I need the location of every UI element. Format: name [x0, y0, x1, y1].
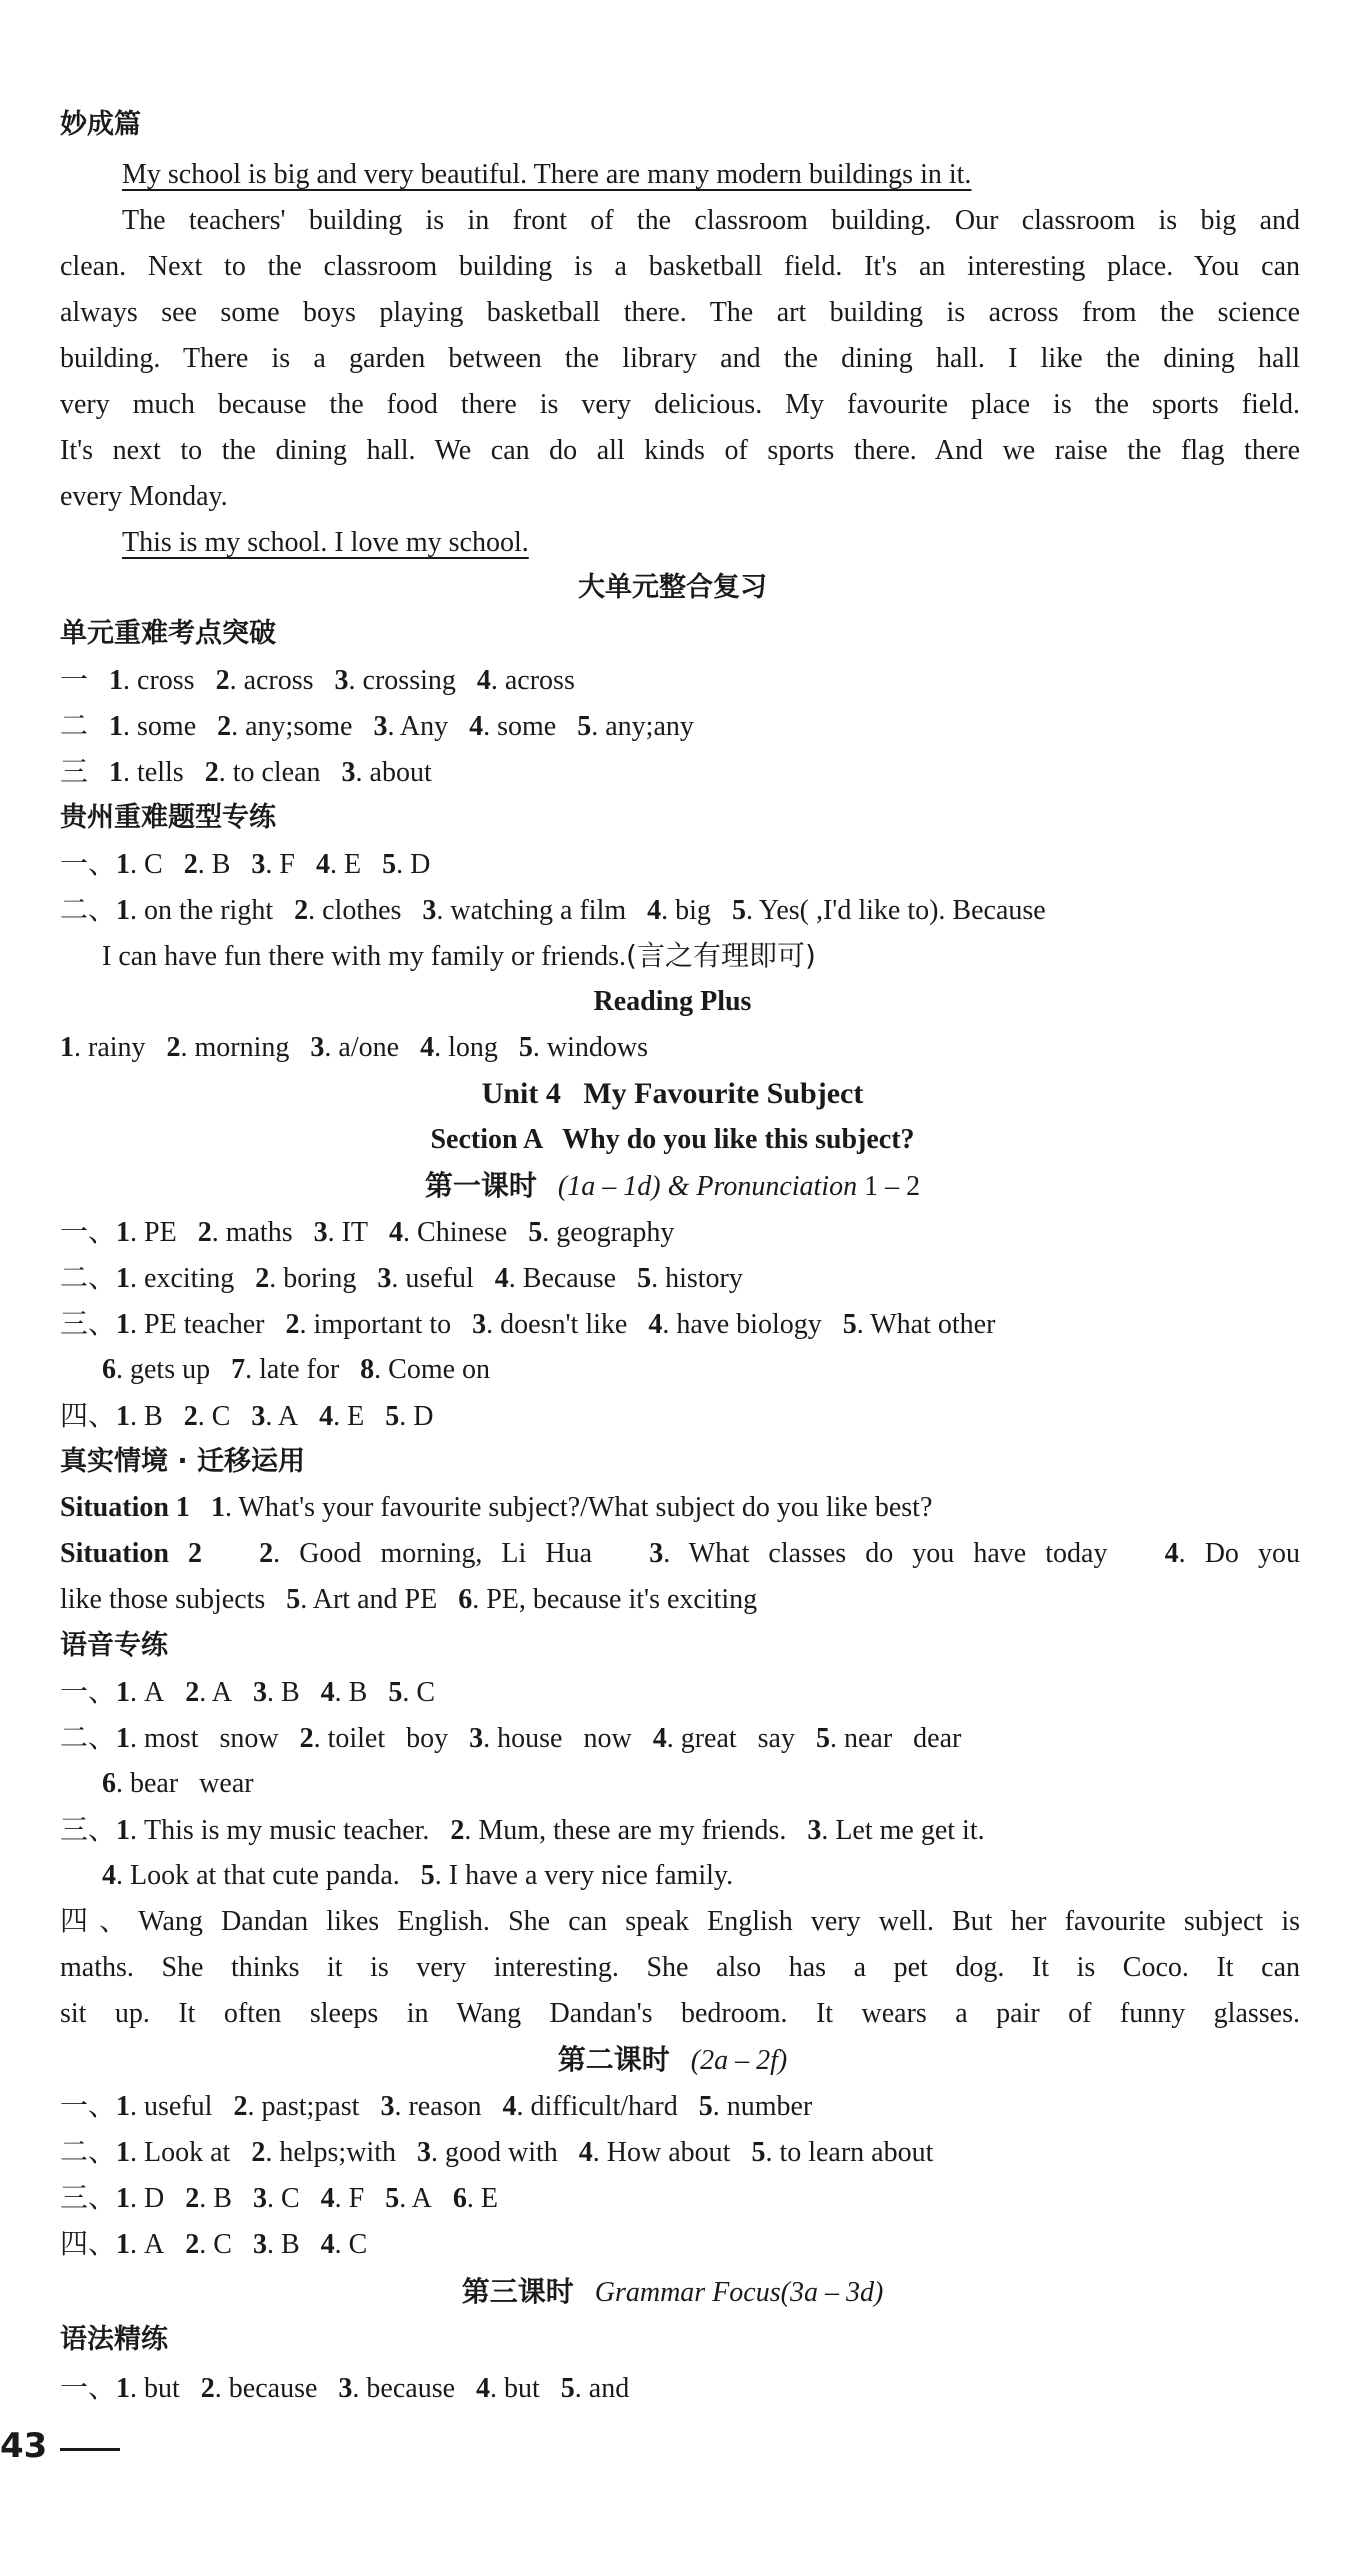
lesson1-row-2: 二、1. exciting 2. boring 3. useful 4. Because 5. history — [60, 1261, 743, 1294]
writing-title: 妙成篇 — [60, 109, 141, 140]
review-row-2: 二 1. some 2. any;some 3. Any 4. some 5. any;any — [60, 709, 694, 742]
phonetics-row-1: 一、1. A 2. A 3. B 4. B 5. C — [60, 1675, 435, 1708]
lesson2-row-1: 一、1. useful 2. past;past 3. reason 4. difficult/hard 5. number — [60, 2089, 813, 2122]
grammar-title: 语法精练 — [60, 2324, 168, 2355]
writing-p2-line-1: clean. Next to the classroom building is a basketball field. It's an interesting place. You can — [60, 251, 1300, 282]
grammar-row-1: 一、1. but 2. because 3. because 4. but 5. and — [60, 2371, 630, 2404]
lesson1-row-3: 三、1. PE teacher 2. important to 3. doesn't like 4. have biology 5. What other — [60, 1307, 996, 1340]
phonetics-row-4-line-1: maths. She thinks it is very interesting. She also has a pet dog. It is Coco. It can — [60, 1952, 1300, 1983]
writing-p2-line-5: It's next to the dining hall. We can do all kinds of sports there. And we raise the flag there — [60, 435, 1300, 466]
reading-plus-row: 1. rainy 2. morning 3. a/one 4. long 5. windows — [60, 1032, 648, 1063]
writing-p2-line-6: every Monday. — [60, 481, 228, 512]
phonetics-row-2: 二、1. most snow 2. toilet boy 3. house now 4. great say 5. near dear — [60, 1721, 962, 1754]
page-number-rule — [60, 2448, 120, 2451]
guizhou-row-2-cont: I can have fun there with my family or friends.(言之有理即可) — [102, 939, 816, 972]
reading-plus-title: Reading Plus — [593, 986, 752, 1017]
section-title: Section A Why do you like this subject? — [430, 1124, 915, 1155]
lesson1-row-3-cont: 6. gets up 7. late for 8. Come on — [102, 1354, 491, 1385]
review-subtitle-2: 贵州重难题型专练 — [60, 802, 276, 833]
situation-2-cont: like those subjects 5. Art and PE 6. PE, because it's exciting — [60, 1584, 758, 1615]
writing-p2-line-4: very much because the food there is very delicious. My favourite place is the sports field. — [60, 389, 1300, 420]
phonetics-row-4-line-2: sit up. It often sleeps in Wang Dandan's bedroom. It wears a pair of funny glasses. — [60, 1998, 1300, 2029]
review-subtitle-1: 单元重难考点突破 — [60, 618, 276, 649]
phonetics-row-2-cont: 6. bear wear — [102, 1768, 254, 1799]
lesson-2-title: 第二课时 (2a – 2f) — [557, 2043, 788, 2076]
situation-1-row: Situation 1 1. What's your favourite subject?/What subject do you like best? — [60, 1492, 933, 1523]
lesson1-row-1: 一、1. PE 2. maths 3. IT 4. Chinese 5. geography — [60, 1215, 675, 1248]
lesson2-row-4: 四、1. A 2. C 3. B 4. C — [60, 2227, 368, 2260]
unit-title: Unit 4 My Favourite Subject — [481, 1077, 864, 1110]
situation-title: 真实情境 · 迁移运用 — [60, 1446, 306, 1477]
phonetics-row-3: 三、1. This is my music teacher. 2. Mum, these are my friends. 3. Let me get it. — [60, 1813, 985, 1846]
lesson1-row-4: 四、1. B 2. C 3. A 4. E 5. D — [60, 1399, 434, 1432]
lesson-3-title: 第三课时 Grammar Focus(3a – 3d) — [461, 2275, 884, 2308]
writing-p2-line-3: building. There is a garden between the library and the dining hall. I like the dining hall — [60, 343, 1300, 374]
writing-paragraph-1: My school is big and very beautiful. There are many modern buildings in it. — [122, 159, 972, 190]
writing-paragraph-3: This is my school. I love my school. — [122, 527, 529, 558]
writing-p2-line-0: The teachers' building is in front of the classroom building. Our classroom is big and — [122, 205, 1300, 236]
phonetics-row-4-line-0: 四、Wang Dandan likes English. She can speak English very well. But her favourite subject is — [60, 1906, 1300, 1937]
lesson2-row-3: 三、1. D 2. B 3. C 4. F 5. A 6. E — [60, 2181, 498, 2214]
guizhou-row-1: 一、1. C 2. B 3. F 4. E 5. D — [60, 847, 431, 880]
review-row-1: 一 1. cross 2. across 3. crossing 4. across — [60, 663, 575, 696]
lesson2-row-2: 二、1. Look at 2. helps;with 3. good with 4. How about 5. to learn about — [60, 2135, 934, 2168]
phonetics-row-3-cont: 4. Look at that cute panda. 5. I have a very nice family. — [102, 1860, 734, 1891]
review-row-3: 三 1. tells 2. to clean 3. about — [60, 755, 432, 788]
writing-p2-line-2: always see some boys playing basketball there. The art building is across from the science — [60, 297, 1300, 328]
review-title: 大单元整合复习 — [578, 572, 767, 603]
page-number: 43 — [0, 2426, 48, 2466]
phonetics-title: 语音专练 — [60, 1630, 168, 1661]
guizhou-row-2: 二、1. on the right 2. clothes 3. watching a film 4. big 5. Yes( ,I'd like to). Because — [60, 893, 1046, 926]
lesson-1-title: 第一课时 (1a – 1d) & Pronunciation 1 – 2 — [424, 1169, 921, 1202]
situation-2-row: Situation 2 2. Good morning, Li Hua 3. What classes do you have today 4. Do you — [60, 1538, 1300, 1569]
